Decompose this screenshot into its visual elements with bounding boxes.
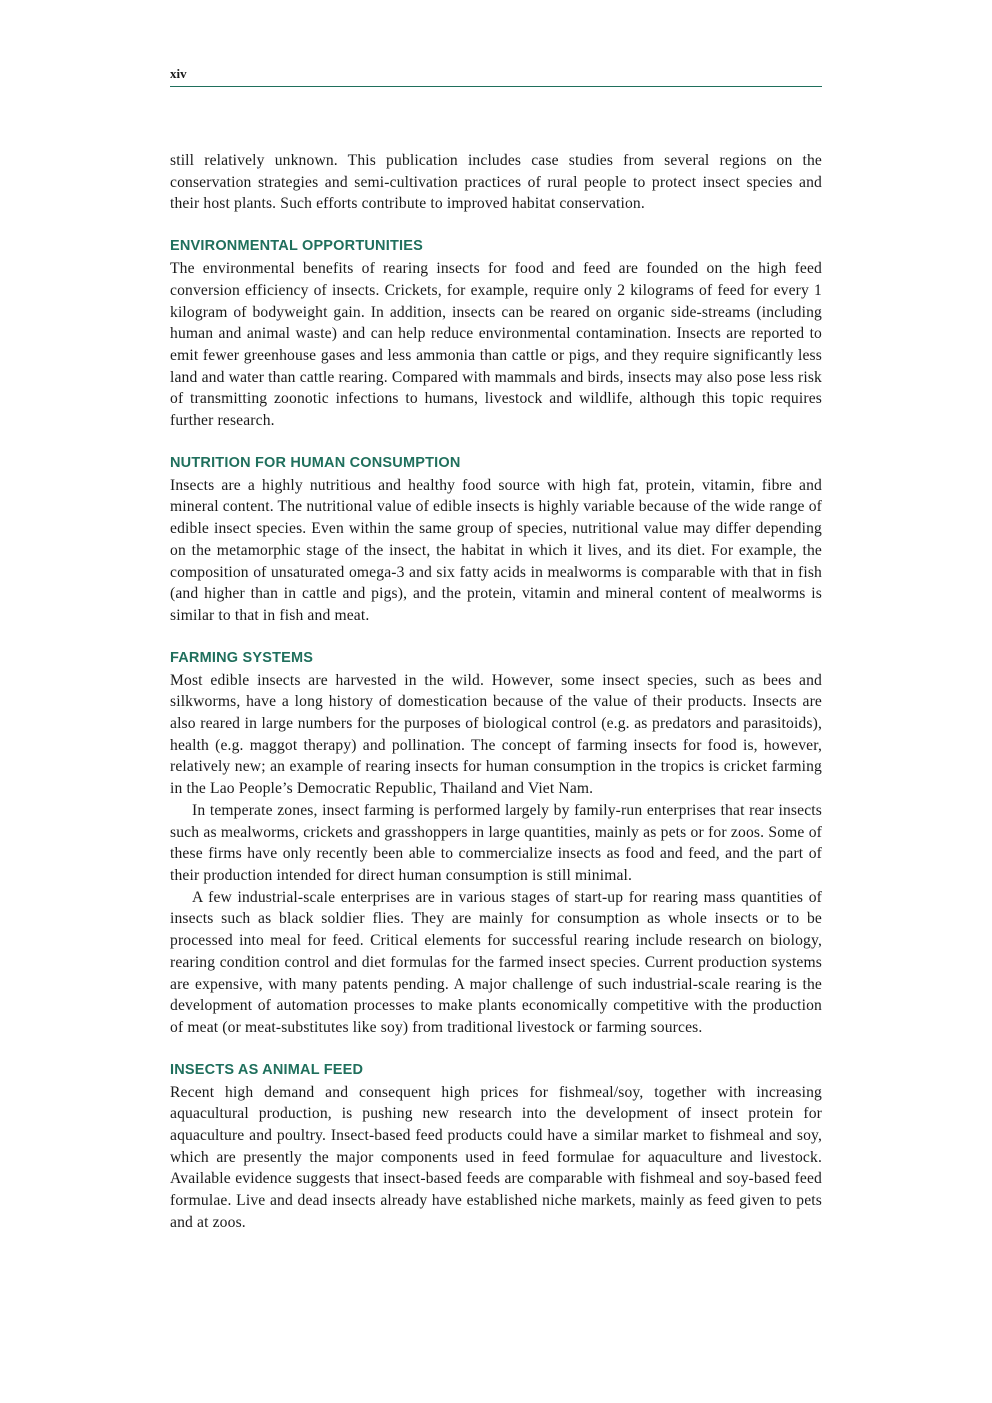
body-paragraph: In temperate zones, insect farming is performed largely by family-run enterprises that rear insects such as mealworms, crickets and grasshoppers in large quantities, mainly as pets or for zoos. Some of these firms have only recently been able to commercialize insects as food and feed, and the part of their production intended for direct human consumption is still minimal. xyxy=(170,801,822,884)
section-heading: INSECTS AS ANIMAL FEED xyxy=(170,1061,364,1078)
body-paragraph: The environmental benefits of rearing insects for food and feed are founded on the high feed conversion efficiency of insects. Crickets, for example, require only 2 kilograms of feed for every 1 kilogram of bodyweight gain. In addition, insects can be reared on organic side-streams (including human and animal waste) and can help reduce environmental contamination. Insects are reported to emit fewer greenhouse gases and less ammonia than cattle or pigs, and they require significantly less land and water than cattle rearing. Compared with mammals and birds, insects may also pose less risk of transmitting zoonotic infections to humans, livestock and wildlife, although this topic requires further research. xyxy=(170,260,822,430)
section-heading: ENVIRONMENTAL OPPORTUNITIES xyxy=(170,238,423,255)
section-farming-systems xyxy=(170,648,822,1039)
page-content xyxy=(170,150,822,1234)
intro-paragraph: still relatively unknown. This publication includes case studies from several regions on the conservation strategies and semi-cultivation practices of rural people to protect insect species and their host plants. Such efforts contribute to improved habitat conservation. xyxy=(170,152,822,213)
body-paragraph: Most edible insects are harvested in the wild. However, some insect species, such as bees and silkworms, have a long history of domestication because of the value of their products. Insects are also reared in large numbers for the purposes of biological control (e.g. as predators and parasitoids), health (e.g. maggot therapy) and pollination. The concept of farming insects for food is, however, relatively new; an example of rearing insects for human consumption in the tropics is cricket farming in the Lao People’s Democratic Republic, Thailand and Viet Nam. xyxy=(170,671,822,798)
body-paragraph: Insects are a highly nutritious and healthy food source with high fat, protein, vitamin, fibre and mineral content. The nutritional value of edible insects is highly variable because of the wide range of edible insect species. Even within the same group of species, nutritional value may differ depending on the metamorphic stage of the insect, the habitat in which it lives, and its diet. For example, the composition of unsaturated omega-3 and six fatty acids in mealworms is comparable with that in fish (and higher than in cattle and pigs), and the protein, vitamin and mineral content of mealworms is similar to that in fish and meat. xyxy=(170,476,822,624)
body-paragraph: Recent high demand and consequent high prices for fishmeal/soy, together with increasing aquacultural production, is pushing new research into the development of insect protein for aquaculture and poultry. Insect-based feed products could have a similar market to fishmeal and soy, which are presently the major components used in feed formulae for aquaculture and livestock. Available evidence suggests that insect-based feeds are comparable with fishmeal and soy-based feed formulae. Live and dead insects already have established niche markets, mainly as feed given to pets and at zoos. xyxy=(170,1083,822,1231)
section-heading: FARMING SYSTEMS xyxy=(170,649,314,666)
body-paragraph: A few industrial-scale enterprises are in various stages of start-up for rearing mass quantities of insects such as black soldier flies. They are mainly for consumption as whole insects or to be processed into meal for feed. Critical elements for successful rearing include research on biology, rearing condition control and diet formulas for the farmed insect species. Current production systems are expensive, with many patents pending. A major challenge of such industrial-scale rearing is the development of automation processes to make plants economically competitive with the production of meat (or meat-substitutes like soy) from traditional livestock or farming sources. xyxy=(170,888,822,1036)
section-insects-as-animal-feed xyxy=(170,1060,822,1234)
running-header xyxy=(170,64,822,87)
section-heading: NUTRITION FOR HUMAN CONSUMPTION xyxy=(170,454,461,471)
page-number: xiv xyxy=(170,66,187,81)
section-nutrition-for-human-consumption xyxy=(170,453,822,627)
section-environmental-opportunities xyxy=(170,236,822,432)
